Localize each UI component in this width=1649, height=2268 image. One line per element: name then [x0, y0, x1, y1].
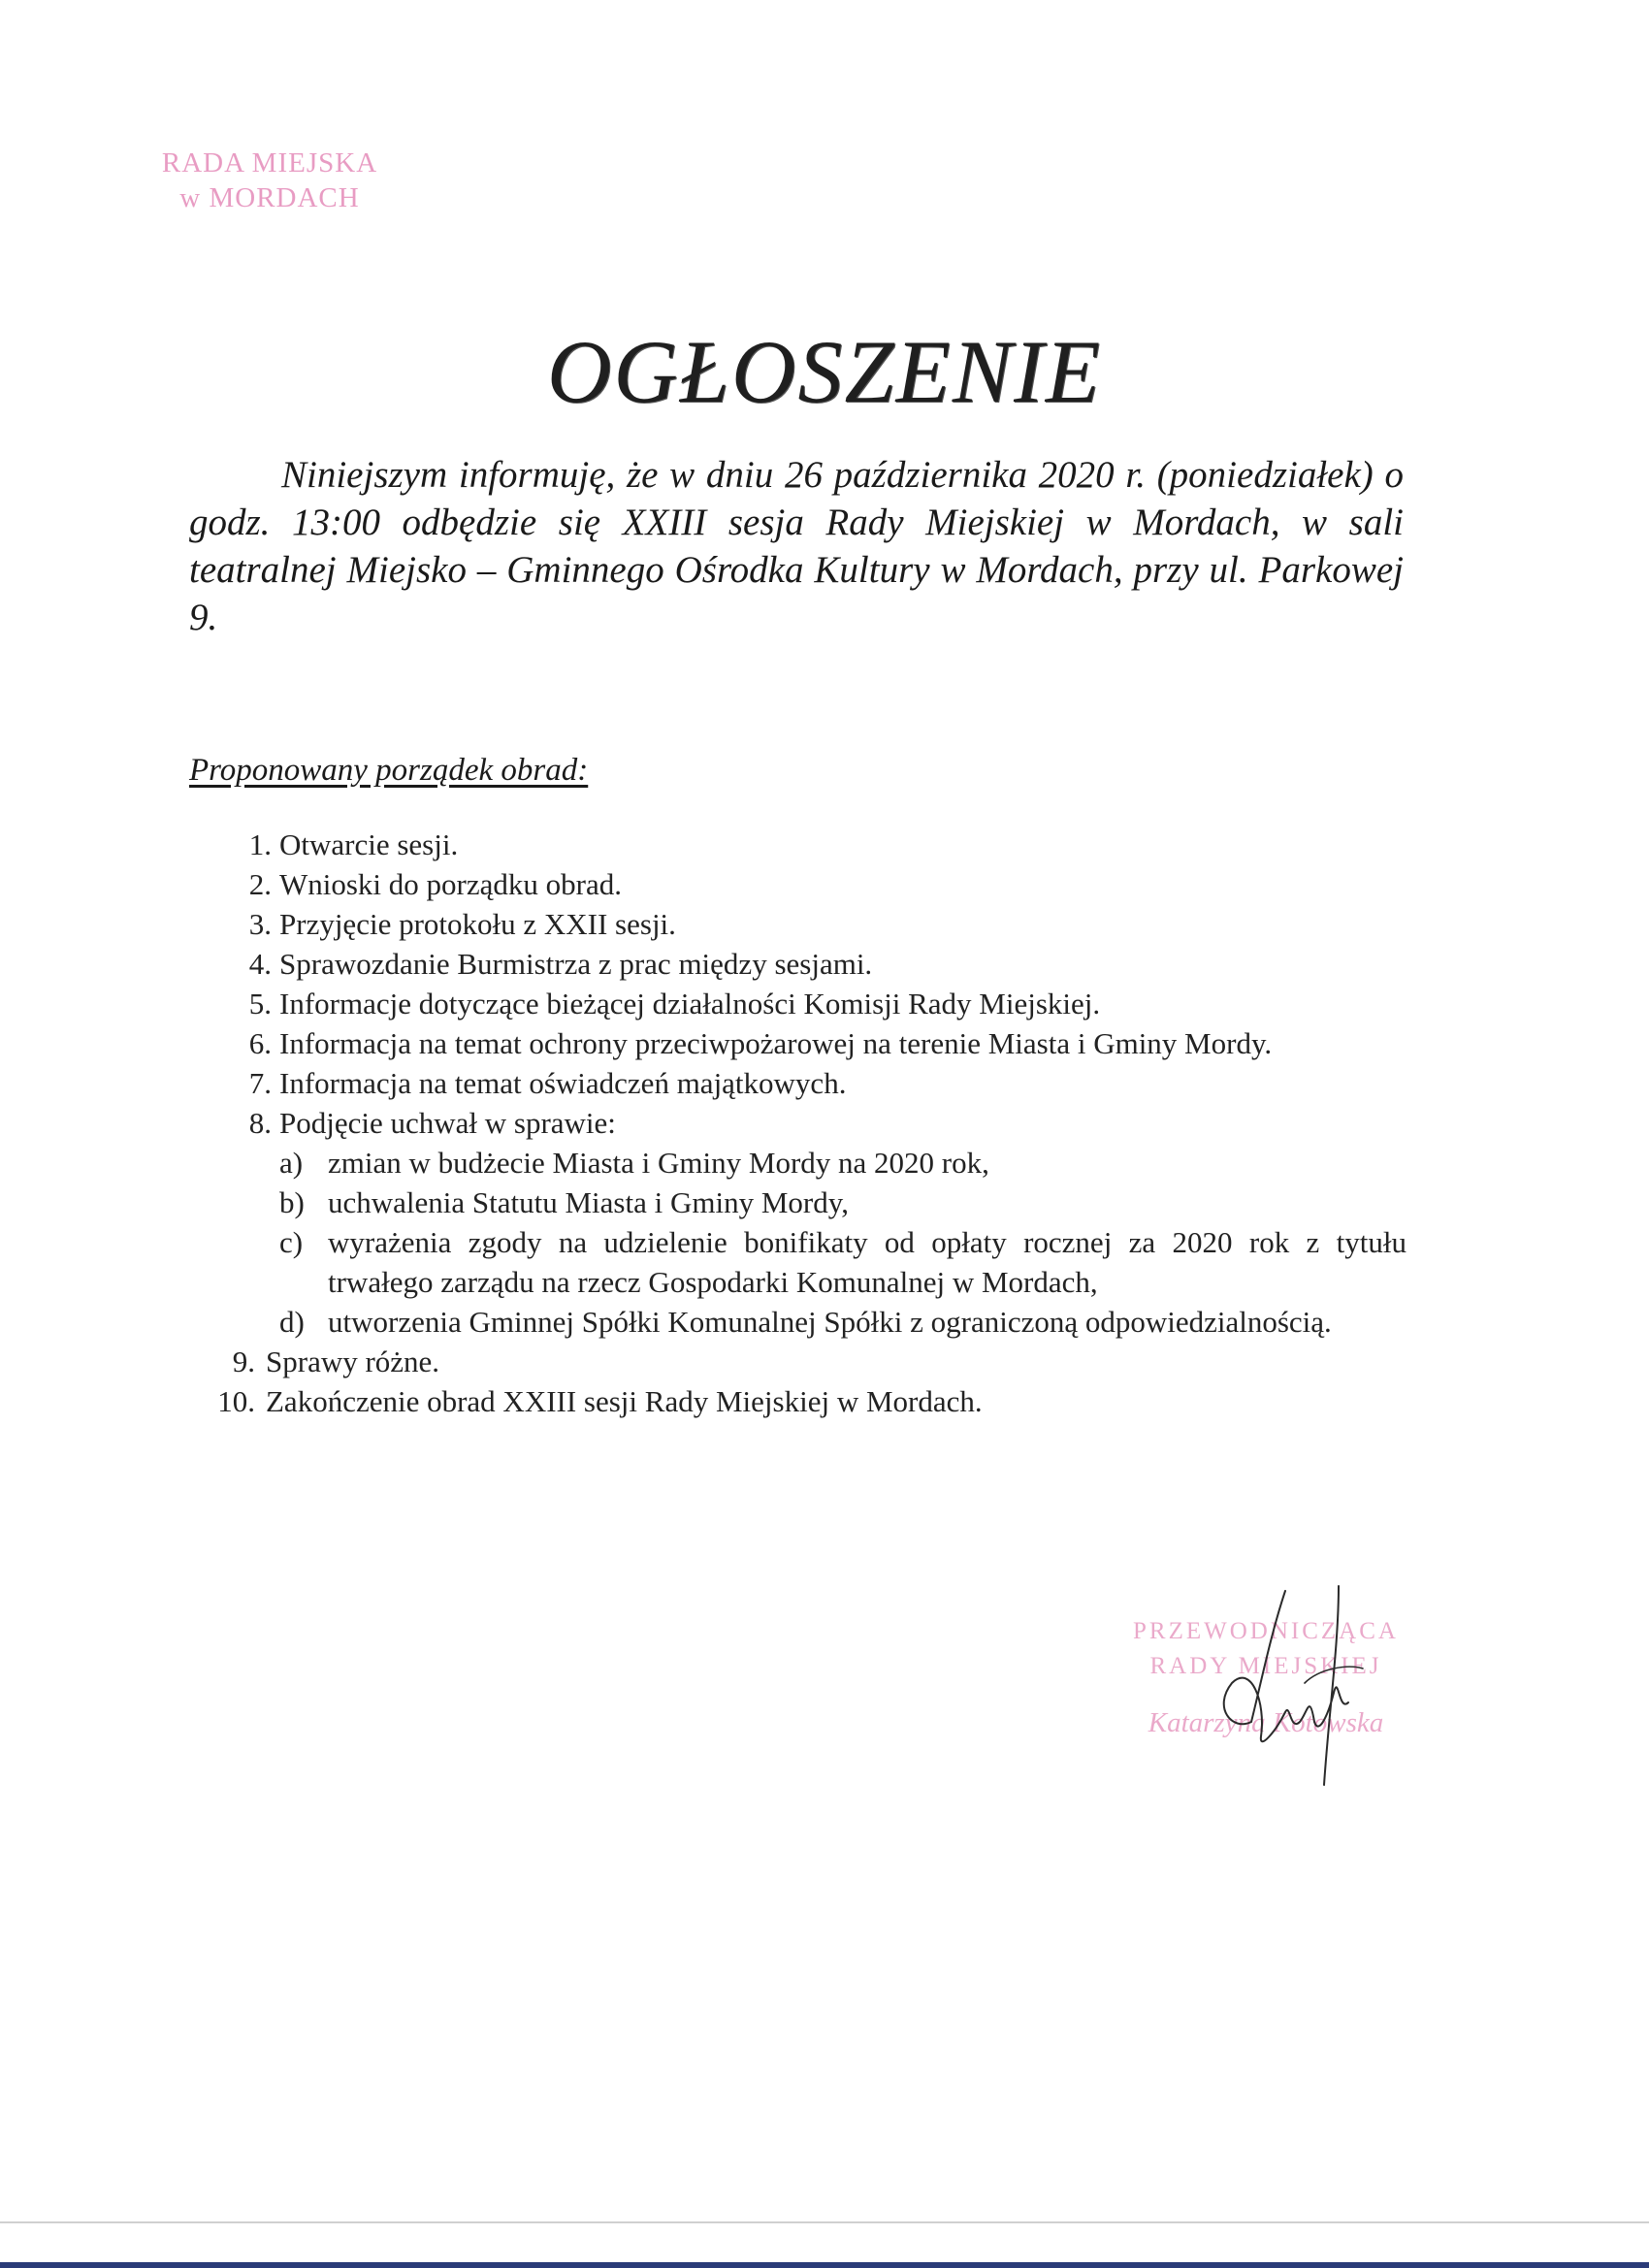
agenda-heading: Proponowany porządek obrad: — [189, 753, 589, 788]
agenda-list — [217, 825, 1406, 1421]
agenda-item: 4. Sprawozdanie Burmistrza z prac między sesjami. — [248, 947, 873, 981]
handwritten-signature — [1193, 1576, 1387, 1790]
agenda-item: 5. Informacje dotyczące bieżącej działalności Komisji Rady Miejskiej. — [248, 987, 1101, 1021]
agenda-sublist — [279, 1143, 1406, 1342]
agenda-subitem: c) wyrażenia zgody na udzielenie bonifikaty od opłaty rocznej za 2020 rok z tytułu trwałego zarządu na rzecz Gospodarki Komunalnej w Mordach, — [279, 1225, 1406, 1299]
document-title: OGŁOSZENIE — [546, 321, 1103, 421]
agenda-subitem: a) zmian w budżecie Miasta i Gminy Mordy na 2020 rok, — [279, 1146, 989, 1180]
chairwoman-stamp-line2: RADY MIEJSKIEJ — [1149, 1653, 1382, 1679]
agenda-item: 9. Sprawy różne. — [232, 1345, 440, 1378]
council-stamp-line2: w MORDACH — [179, 182, 360, 213]
agenda-item: 10. Zakończenie obrad XXIII sesji Rady Miejskiej w Mordach. — [217, 1384, 983, 1418]
agenda-item: 7. Informacja na temat oświadczeń majątkowych. — [248, 1066, 847, 1100]
agenda-item: 6. Informacja na temat ochrony przeciwpożarowej na terenie Miasta i Gminy Mordy. — [248, 1026, 1273, 1060]
agenda-item: 3. Przyjęcie protokołu z XXII sesji. — [248, 907, 676, 941]
page-edge-line — [0, 2221, 1649, 2223]
agenda-subitem: b) uchwalenia Statutu Miasta i Gminy Mordy, — [279, 1185, 849, 1219]
announcement-body: Niniejszym informuję, że w dniu 26 października 2020 r. (poniedziałek) o godz. 13:00 odbędzie się XXIII sesja Rady Miejskiej w Mordach, w sali teatralnej Miejsko – Gminnego Ośrodka Kultury w Mordach, przy ul. Parkowej 9. — [189, 454, 1404, 638]
council-stamp-line1: RADA MIEJSKA — [161, 147, 378, 178]
council-stamp — [134, 146, 405, 215]
agenda-subitem: d) utworzenia Gminnej Spółki Komunalnej Spółki z ograniczoną odpowiedzialnością. — [279, 1305, 1332, 1339]
agenda-item: 1. Otwarcie sesji. — [248, 827, 459, 861]
scan-edge-bar — [0, 2262, 1649, 2268]
agenda-item: 8. Podjęcie uchwał w sprawie: a) zmian w budżecie Miasta i Gminy Mordy na 2020 rok, b) uchwalenia Statutu Miasta i Gminy Mordy, c) wyrażenia zgody na udzielenie bonifikaty od opłaty rocznej za 2020 rok z tytułu trwałego zarządu na rzecz Gospodarki Komunalnej w Mordach, d) utworzenia Gminnej Spółki Komunalnej Spółki z ograniczoną odpowiedzialnością. — [233, 1103, 1406, 1342]
agenda-item: 2. Wnioski do porządku obrad. — [248, 867, 622, 901]
chairwoman-stamp-name: Katarzyna Kotowska — [1148, 1707, 1384, 1738]
chairwoman-stamp-line1: PRZEWODNICZĄCA — [1133, 1618, 1399, 1644]
